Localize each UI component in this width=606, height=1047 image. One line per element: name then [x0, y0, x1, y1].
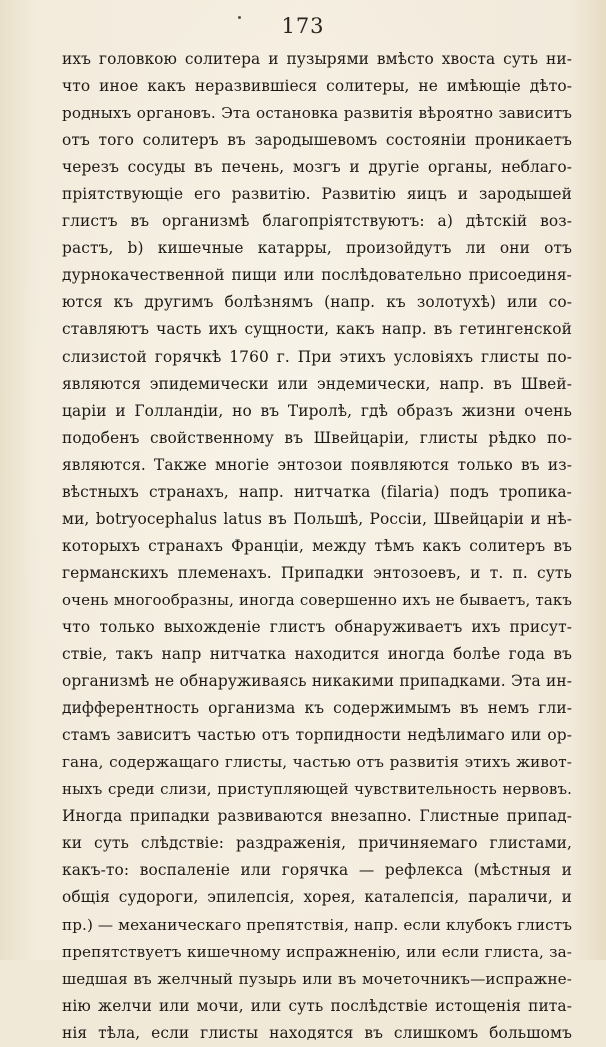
text-line: ются къ другимъ болѣзнямъ (напр. къ золотухѣ) или со- [62, 293, 572, 312]
text-line: дифферентность организма къ содержимымъ въ немъ гли- [62, 699, 572, 718]
text-line: вѣстныхъ странахъ, напр. нитчатка (filaria) подъ тропика- [62, 482, 572, 501]
text-line: пр.) — механическаго препятствія, напр. если клубокъ глистъ [62, 915, 572, 934]
text-line: ставляютъ часть ихъ сущности, какъ напр. въ гетингенской [62, 320, 572, 339]
text-line: ми, botryocephalus latus въ Польшѣ, Россіи, Швейцаріи и нѣ- [62, 509, 572, 528]
text-line: ствіе, такъ напр нитчатка находится иногда болѣе года въ [62, 645, 572, 664]
text-line: общія судороги, эпилепсія, хорея, каталепсія, параличи, и [62, 888, 572, 907]
text-line: Иногда припадки развиваются внезапно. Глистные припад- [62, 807, 572, 826]
text-line: царіи и Голландіи, но въ Тиролѣ, гдѣ образъ жизни очень [62, 401, 572, 420]
text-line: стамъ зависитъ частью отъ торпидности недѣлимаго или ор- [62, 726, 572, 745]
text-line: растъ, b) кишечные катарры, произойдутъ ли они отъ [62, 239, 572, 258]
text-line: глистъ въ организмѣ благопріятствуютъ: а) дѣтскій воз- [62, 212, 572, 231]
text-line: что иное какъ неразвившіеся солитеры, не имѣющіе дѣто- [62, 77, 572, 96]
text-line: слизистой горячкѣ 1760 г. При этихъ условіяхъ глисты по- [62, 347, 572, 366]
page-number: 173 [281, 14, 325, 38]
text-line: отъ того солитеръ въ зародышевомъ состояніи проникаетъ [62, 131, 572, 150]
body-text [62, 46, 572, 1047]
text-line: ихъ головкою солитера и пузырями вмѣсто хвоста суть ни- [62, 50, 572, 68]
text-line: ки суть слѣдствіе: раздраженія, причиняемаго глистами, [62, 834, 572, 853]
text-line: препятствуетъ кишечному испражненію, или если глиста, за- [62, 942, 572, 961]
text-line: родныхъ органовъ. Эта остановка развитія вѣроятно зависитъ [62, 104, 572, 123]
text-line: гана, содержащаго глисты, частью отъ развитія этихъ живот- [62, 753, 572, 772]
text-line: германскихъ племенахъ. Припадки энтозоевъ, и т. п. суть [62, 563, 572, 582]
text-line: шедшая въ желчный пузырь или въ мочеточникъ—испражне- [62, 969, 572, 988]
text-line: дурнокачественной пищи или послѣдовательно присоединя- [62, 266, 572, 285]
text-line: которыхъ странахъ Франціи, между тѣмъ какъ солитеръ въ [62, 536, 572, 555]
text-line: какъ-то: воспаленіе или горячка — рефлекса (мѣстныя и [62, 861, 572, 880]
text-line: организмѣ не обнаруживаясь никакими припадками. Эта ин- [62, 672, 572, 691]
text-line: нія тѣла, если глисты находятся въ слишкомъ большомъ [62, 1023, 572, 1042]
text-line: что только выхожденіе глистъ обнаруживаетъ ихъ присут- [62, 617, 572, 636]
text-line: ныхъ среди слизи, приступляющей чувствительность нервовъ. [62, 780, 572, 799]
text-line: очень многообразны, иногда совершенно ихъ не бываетъ, такъ [62, 590, 572, 609]
text-line: подобенъ свойственному въ Швейцаріи, глисты рѣдко по- [62, 428, 572, 447]
text-line: являются. Также многіе энтозои появляются только въ из- [62, 455, 572, 474]
text-line: пріятствующіе его развитію. Развитію яицъ и зародышей [62, 185, 572, 204]
text-line: нію желчи или мочи, или суть послѣдствіе истощенія пита- [62, 996, 572, 1015]
text-line: черезъ сосуды въ печень, мозгъ и другіе органы, неблаго- [62, 158, 572, 177]
text-line: являются эпидемически или эндемически, напр. въ Швей- [62, 374, 572, 393]
